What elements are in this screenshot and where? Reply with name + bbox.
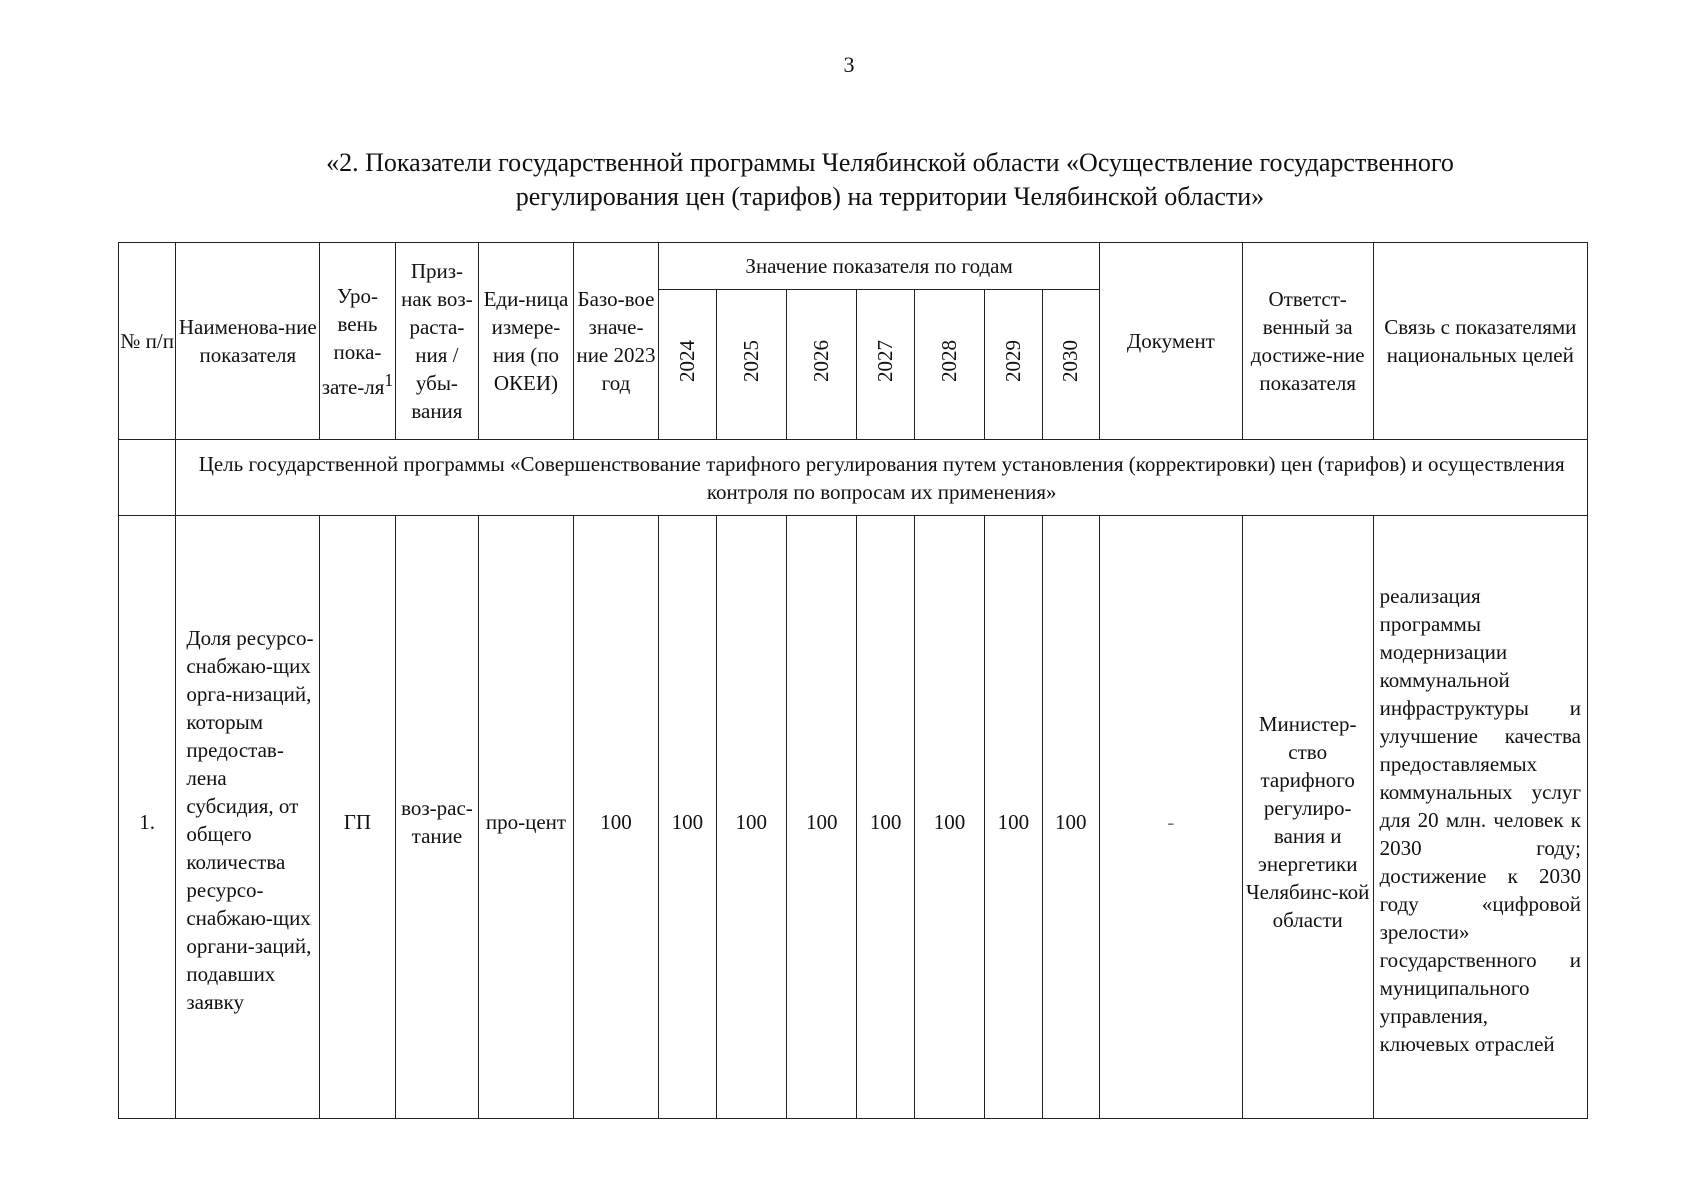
header-doc: Документ [1099, 243, 1242, 440]
header-year-text: 2025 [738, 340, 763, 382]
row-sign: воз-рас-тание [395, 516, 479, 1119]
row-value: 100 [985, 516, 1042, 1119]
goal-text: Цель государственной программы «Совершенствование тарифного регулирования путем установления (корректировки) цен (тарифов) и осуществления контроля по вопросам их применения» [176, 440, 1588, 516]
row-value: 100 [716, 516, 786, 1119]
header-level [320, 243, 395, 440]
header-years-group: Значение показателя по годам [659, 243, 1100, 290]
header-year-text: 2027 [873, 340, 898, 382]
header-resp: Ответст-венный за достиже-ние показателя [1242, 243, 1373, 440]
header-year-text: 2024 [674, 340, 699, 382]
header-year-text: 2030 [1058, 340, 1083, 382]
header-level-text: Уро-вень пока-зате-ля [321, 283, 385, 399]
row-num: 1. [119, 516, 176, 1119]
header-level-footnote: 1 [384, 369, 394, 390]
indicators-table [118, 242, 1588, 1119]
header-year [857, 290, 914, 440]
row-value: 100 [787, 516, 857, 1119]
header-year-text: 2026 [809, 340, 834, 382]
row-unit: про-цент [479, 516, 574, 1119]
header-year-text: 2028 [936, 340, 961, 382]
header-year [716, 290, 786, 440]
row-value: 100 [914, 516, 984, 1119]
header-year [985, 290, 1042, 440]
row-resp: Министер-ство тарифного регулиро-вания и энергетики Челябинс-кой области [1242, 516, 1373, 1119]
page-title [200, 146, 1580, 214]
header-name: Наименова-ние показателя [176, 243, 320, 440]
header-unit: Еди-ница измере-ния (по ОКЕИ) [479, 243, 574, 440]
row-doc: - [1099, 516, 1242, 1119]
row-level: ГП [320, 516, 395, 1119]
title-line-1: «2. Показатели государственной программы Челябинской области «Осуществление государственного [326, 148, 1454, 177]
title-line-2: регулирования цен (тарифов) на территории Челябинской области» [515, 182, 1265, 211]
header-year [1042, 290, 1099, 440]
header-base: Базо-вое значе-ние 2023 год [573, 243, 659, 440]
header-year [914, 290, 984, 440]
table-row [119, 516, 1588, 1119]
row-value: 100 [659, 516, 716, 1119]
header-year [787, 290, 857, 440]
header-link: Связь с показателями национальных целей [1373, 243, 1587, 440]
header-year-text: 2029 [1000, 340, 1025, 382]
goal-row [119, 440, 1588, 516]
goal-empty-cell [119, 440, 176, 516]
row-value: 100 [1042, 516, 1099, 1119]
header-sign: Приз-нак воз-раста-ния / убы-вания [395, 243, 479, 440]
header-row-1 [119, 243, 1588, 290]
row-name: Доля ресурсо-снабжаю-щих орга-низаций, которым предостав-лена субсидия, от общего количества ресурсо-снабжаю-щих органи-заций, подавших заявку [176, 516, 320, 1119]
header-num: № п/п [119, 243, 176, 440]
page-number: 3 [843, 52, 855, 77]
row-value: 100 [857, 516, 914, 1119]
row-base: 100 [573, 516, 659, 1119]
row-link: реализация программы модернизации коммунальной инфраструктуры и улучшение качества предоставляемых коммунальных услуг для 20 млн. человек к 2030 году; достижение к 2030 году «цифровой зрелости» государственного и муниципального управления, ключевых отраслей [1373, 516, 1587, 1119]
header-year [659, 290, 716, 440]
